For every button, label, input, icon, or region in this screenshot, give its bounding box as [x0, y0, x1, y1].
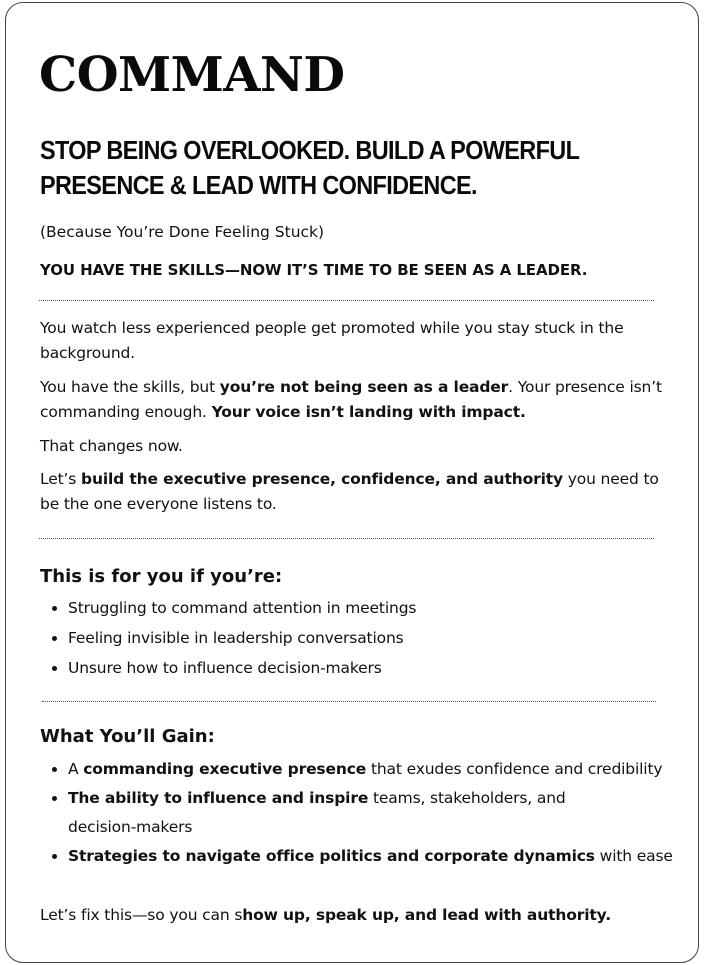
- intro-paragraph-4: [40, 467, 670, 517]
- closing-line: [40, 903, 611, 928]
- closing-bold: how up, speak up, and lead with authority.: [242, 906, 611, 924]
- subtitle: (Because You’re Done Feeling Stuck): [40, 223, 325, 241]
- list-item: [68, 784, 633, 842]
- intro-p4-bold: build the executive presence, confidence, and authority: [81, 470, 563, 488]
- divider: [42, 701, 656, 702]
- list-item: [68, 755, 698, 784]
- page-title: COMMAND: [39, 47, 345, 103]
- list-item: • Feeling invisible in leadership conversations: [68, 623, 698, 653]
- intro-paragraph-1: You watch less experienced people get promoted while you stay stuck in the background.: [40, 319, 624, 362]
- intro-p2-text: You have the skills, but: [40, 378, 220, 396]
- for-you-list: [40, 593, 698, 683]
- intro-p4-text: you need to be the one everyone listens to.: [40, 470, 659, 513]
- closing-text: Let’s fix this—so you can s: [40, 906, 243, 924]
- gain-item-bold: commanding executive presence: [83, 760, 367, 778]
- for-you-heading: This is for you if you’re:: [40, 566, 283, 587]
- gain-item-text: teams, stakeholders, and decision-makers: [68, 789, 566, 836]
- intro-paragraph-3: That changes now.: [40, 437, 183, 455]
- divider: [39, 300, 654, 301]
- gain-heading: What You’ll Gain:: [40, 726, 215, 747]
- intro-paragraph-2: [40, 375, 670, 425]
- divider: [39, 538, 654, 539]
- list-item: • Unsure how to influence decision-makers: [68, 653, 698, 683]
- intro-p2-text: . Your presence isn’t commanding enough.: [40, 378, 662, 421]
- list-item: • Struggling to command attention in meetings: [68, 593, 698, 623]
- list-item: [68, 842, 698, 871]
- headline: STOP BEING OVERLOOKED. BUILD A POWERFUL PRESENCE & LEAD WITH CONFIDENCE.: [40, 137, 579, 200]
- intro-p2-bold: Your voice isn’t landing with impact.: [211, 403, 526, 421]
- gain-list: [40, 755, 698, 871]
- skills-line: YOU HAVE THE SKILLS—NOW IT’S TIME TO BE SEEN AS A LEADER.: [40, 261, 588, 279]
- gain-item-bold: The ability to influence and inspire: [68, 789, 369, 807]
- gain-item-bold: Strategies to navigate office politics and corporate dynamics: [68, 847, 595, 865]
- gain-item-text: A: [68, 760, 84, 778]
- intro-p4-text: Let’s: [40, 470, 82, 488]
- gain-item-text: with ease: [594, 847, 673, 865]
- gain-item-text: that exudes confidence and credibility: [366, 760, 663, 778]
- intro-p2-bold: you’re not being seen as a leader: [219, 378, 509, 396]
